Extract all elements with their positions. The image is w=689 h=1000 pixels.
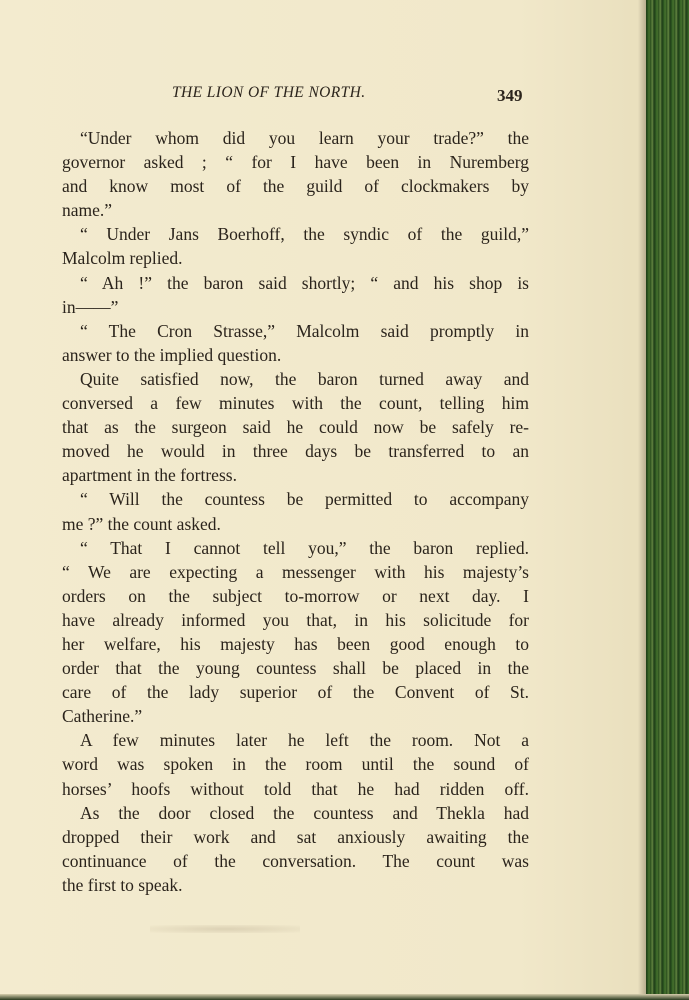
text-line: her welfare, his majesty has been good enough to <box>62 633 529 654</box>
text-line: A few minutes later he left the room. Not a <box>80 730 529 751</box>
text-line: in——” <box>62 296 119 317</box>
text-line: “ That I cannot tell you,” the baron replied. <box>80 537 529 558</box>
text-line: and know most of the guild of clockmakers by <box>62 176 529 197</box>
text-line: have already informed you that, in his solicitude for <box>62 609 529 630</box>
body-text <box>62 126 529 897</box>
text-line: order that the young countess shall be placed in the <box>62 658 529 679</box>
text-line: continuance of the conversation. The count was <box>62 850 529 871</box>
text-line: me ?” the count asked. <box>62 513 221 534</box>
ink-smudge <box>150 925 300 933</box>
text-line: conversed a few minutes with the count, telling him <box>62 393 529 414</box>
text-line: name.” <box>62 200 113 221</box>
text-line: moved he would in three days be transferred to an <box>62 441 529 462</box>
page-bottom-edge <box>0 994 689 1000</box>
text-line: answer to the implied question. <box>62 344 282 365</box>
book-fore-edge <box>646 0 689 1000</box>
text-line: the first to speak. <box>62 874 183 895</box>
running-head: THE LION OF THE NORTH. <box>172 84 366 101</box>
text-line: “ Ah !” the baron said shortly; “ and his shop is <box>80 272 529 293</box>
text-line: governor asked ; “ for I have been in Nuremberg <box>62 152 529 173</box>
text-line: “ Under Jans Boerhoff, the syndic of the guild,” <box>80 224 529 245</box>
text-line: As the door closed the countess and Thekla had <box>80 802 529 823</box>
text-line: Catherine.” <box>62 706 143 727</box>
text-line: “ We are expecting a messenger with his majesty’s <box>62 561 529 582</box>
text-line: orders on the subject to-morrow or next day. I <box>62 585 529 606</box>
text-line: “ The Cron Strasse,” Malcolm said promptly in <box>80 320 529 341</box>
text-line: Malcolm replied. <box>62 248 183 269</box>
text-line: “Under whom did you learn your trade?” the <box>80 128 529 148</box>
text-line: dropped their work and sat anxiously awaiting the <box>62 826 529 847</box>
text-line: that as the surgeon said he could now be safely re- <box>62 417 529 438</box>
text-line: “ Will the countess be permitted to accompany <box>80 489 529 510</box>
page-header <box>0 84 646 108</box>
page-number: 349 <box>497 86 523 105</box>
text-line: care of the lady superior of the Convent of St. <box>62 682 529 703</box>
text-line: word was spoken in the room until the sound of <box>62 754 529 775</box>
text-line: Quite satisfied now, the baron turned away and <box>80 368 529 389</box>
text-line: horses’ hoofs without told that he had ridden off. <box>62 778 529 799</box>
text-line: apartment in the fortress. <box>62 465 237 486</box>
